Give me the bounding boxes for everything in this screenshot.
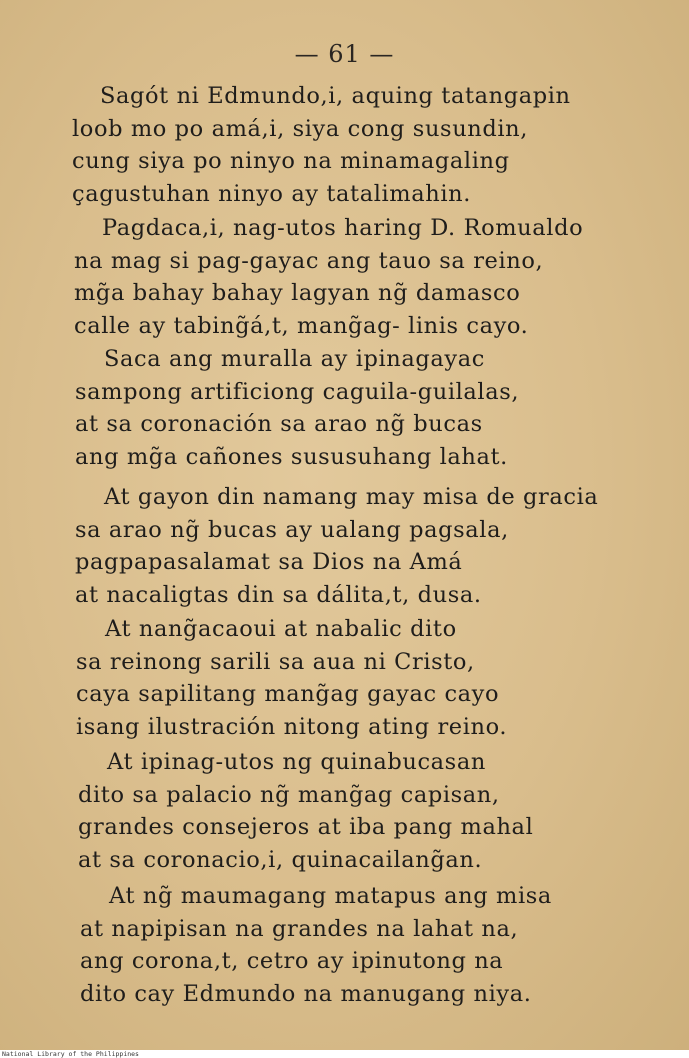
verse-line: grandes consejeros at iba pang mahal (78, 814, 534, 840)
stanza-5 (76, 613, 508, 743)
verse-line: At ng̃ maumagang matapus ang misa (109, 883, 552, 909)
verse-line: dito cay Edmundo na manugang niya. (80, 980, 532, 1007)
verse-line: sa reinong sarili sa aua ni Cristo, (76, 648, 475, 675)
verse-line: isang ilustración nitong ating reino. (76, 713, 508, 740)
verse-line: At nang̃acaoui at nabalic dito (105, 616, 457, 642)
stanza-3 (75, 343, 520, 473)
verse-line: ang corona,t, cetro ay ipinutong na (80, 948, 504, 974)
stanza-4 (75, 481, 599, 611)
verse-line: at nacaligtas din sa dálita,t, dusa. (75, 581, 482, 608)
verse-line: At ipinag-utos ng quinabucasan (107, 749, 486, 775)
library-credit: National Library of the Philippines (2, 1050, 139, 1058)
verse-line: sa arao ng̃ bucas ay ualang pagsala, (75, 516, 509, 543)
verse-line: ang mg̃a cañones sususuhang lahat. (75, 443, 508, 470)
verse-line: at sa coronación sa arao ng̃ bucas (75, 411, 483, 437)
page-number: — 61 — (294, 40, 395, 68)
verse-line: sampong artificiong caguila-guilalas, (75, 378, 520, 405)
watermark-strip (0, 1050, 689, 1058)
verse-line: dito sa palacio ng̃ mang̃ag capisan, (78, 781, 500, 808)
verse-line: at sa coronacio,i, quinacailang̃an. (78, 846, 483, 873)
stanza-6 (78, 746, 534, 876)
stanza-2 (74, 212, 584, 342)
verse-line: cung siya po ninyo na minamagaling (72, 148, 510, 174)
verse-line: caya sapilitang mang̃ag gayac cayo (76, 681, 500, 707)
verse-line: loob mo po amá,i, siya cong susundin, (72, 115, 529, 142)
verse-line: Saca ang muralla ay ipinagayac (104, 346, 485, 372)
verse-line: at napipisan na grandes na lahat na, (80, 915, 519, 942)
stanza-7 (80, 880, 552, 1010)
verse-line: calle ay tabing̃á,t, mang̃ag- linis cayo. (74, 312, 529, 339)
verse-line: Pagdaca,i, nag-utos haring D. Romualdo (102, 215, 584, 241)
stanza-1 (72, 80, 571, 210)
verse-line: na mag si pag-gayac ang tauo sa reino, (74, 247, 544, 274)
verse-line: pagpapasalamat sa Dios na Amá (75, 549, 463, 575)
verse-line: At gayon din namang may misa de gracia (104, 484, 599, 510)
verse-line: mg̃a bahay bahay lagyan ng̃ damasco (74, 280, 521, 306)
verse-line: çagustuhan ninyo ay tatalimahin. (72, 180, 471, 207)
verse-line: Sagót ni Edmundo,i, aquing tatangapin (100, 83, 571, 109)
